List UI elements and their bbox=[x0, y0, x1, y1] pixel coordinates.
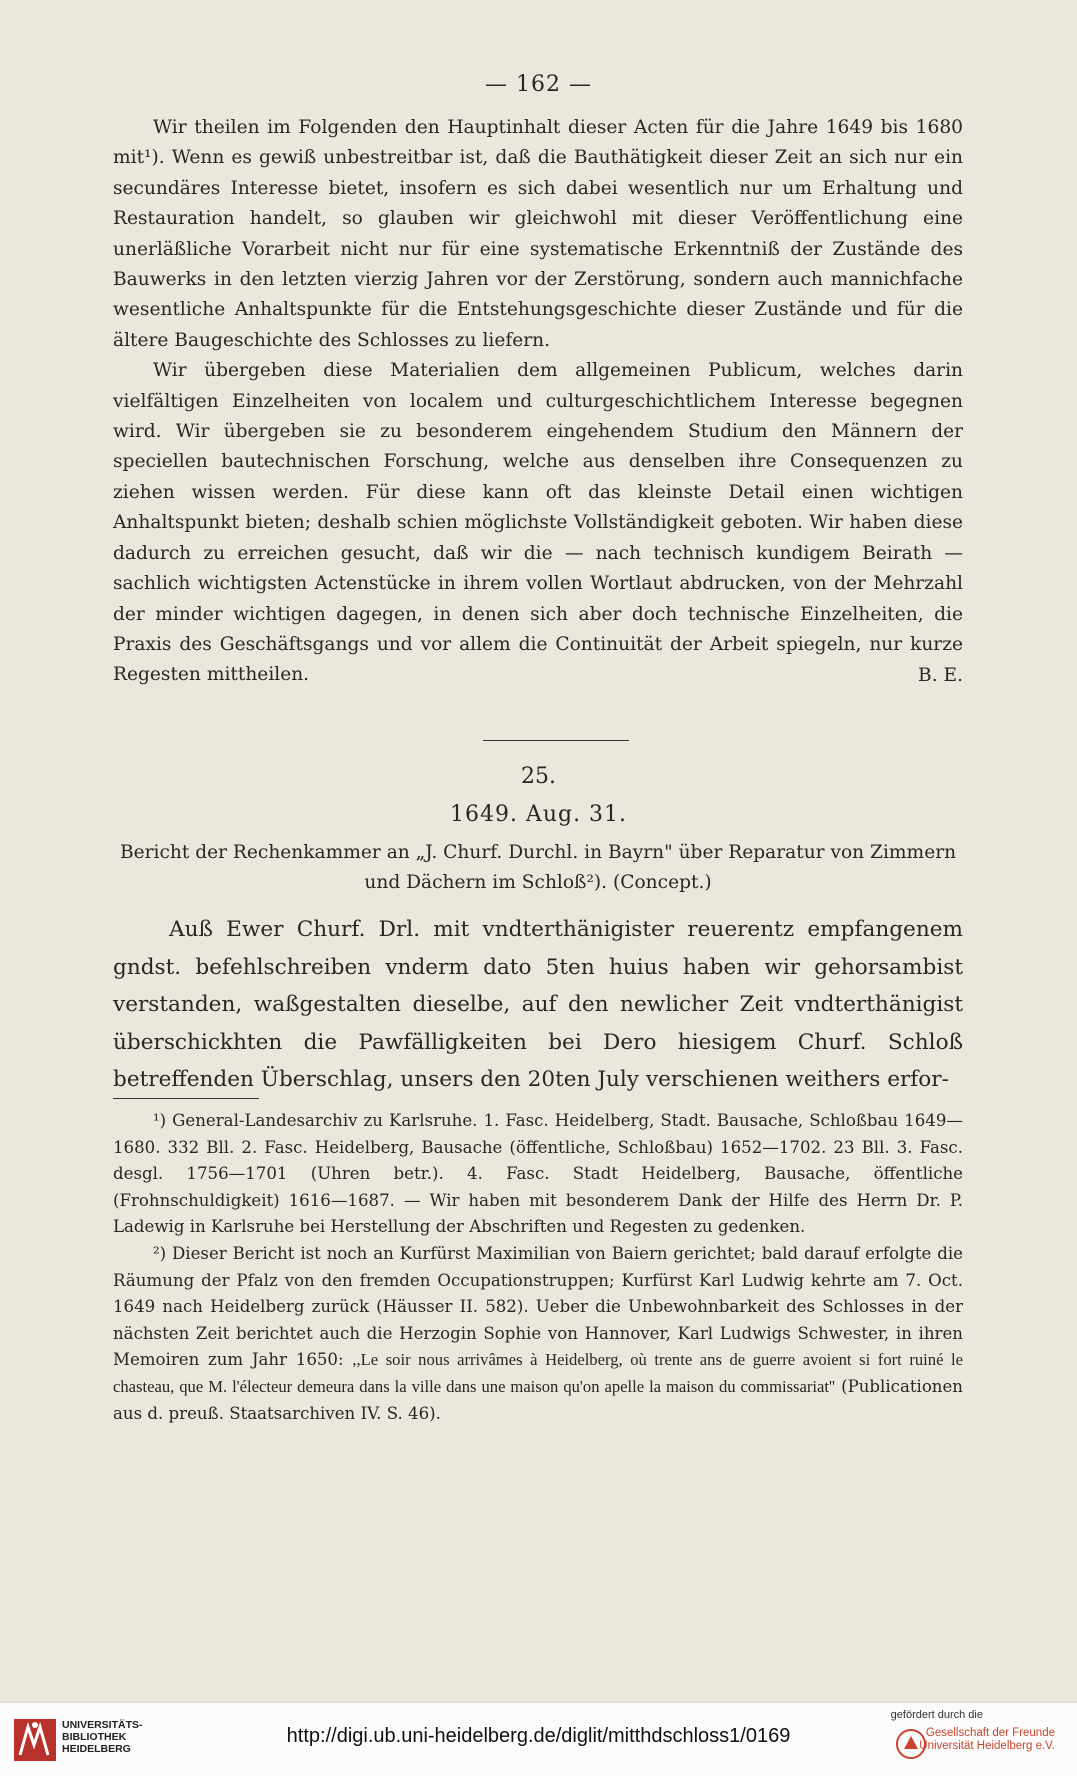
author-signature: B. E. bbox=[918, 664, 963, 686]
quote-paragraph: Auß Ewer Churf. Drl. mit vndterthänigister reuerentz empfangenem gndst. befehlschreiben vnderm dato 5ten huius haben wir gehorsambist verstanden, waßgestalten dieselbe, auf den newlicher Zeit vndterthänigist überschickhten die Pawfälligkeiten bei Dero hiesigem Churf. Schloß betreffenden Überschlag, unsers den 20ten July verschienen weithers erfor- bbox=[113, 917, 963, 1092]
library-name-line-2: BIBLIOTHEK bbox=[62, 1731, 127, 1743]
source-quote bbox=[113, 911, 963, 1099]
footnote-2-citation: (Publicationen aus d. preuß. Staatsarchiven IV. S. 46). bbox=[113, 1376, 963, 1423]
footnote-2-german: ²) Dieser Bericht ist noch an Kurfürst Maximilian von Baiern gerichtet; bald darauf erfolgte die Räumung der Pfalz von den fremden Occupationstruppen; Kurfürst Karl Ludwig kehrte am 7. Oct. 1649 nach Heidelberg zurück (Häusser II. 582). Ueber die Unbewohnbarkeit des Schlosses in der nächsten Zeit berichtet auch die Herzogin Sophie von Hannover, Karl Ludwigs Schwester, in ihren Memoiren zum Jahr 1650: bbox=[113, 1243, 963, 1370]
intro-paragraph-1: Wir theilen im Folgenden den Hauptinhalt dieser Acten für die Jahre 1649 bis 1680 mit¹). Wenn es gewiß unbestreitbar ist, daß die Bauthätigkeit dieser Zeit an sich nur ein secundäres Interesse bietet, insofern es sich dabei wesentlich nur um Erhaltung und Restauration handelt, so glauben wir gleichwohl mit dieser Veröffentlichung eine unerläßliche Vorarbeit nicht nur für eine systematische Erkenntniß der Zustände des Bauwerks in den letzten vierzig Jahren vor der Zerstörung, sondern auch mannichfache wesentliche Anhaltspunkte für die Entstehungsgeschichte dieser Zustände und für die ältere Baugeschichte des Schlosses zu liefern. bbox=[113, 117, 963, 351]
footnotes bbox=[113, 1108, 963, 1427]
footnote-2 bbox=[113, 1241, 963, 1427]
library-name-line-1: UNIVERSITÄTS- bbox=[62, 1719, 143, 1731]
library-name-line-3: HEIDELBERG bbox=[62, 1743, 131, 1755]
digitization-footer bbox=[0, 1702, 1077, 1776]
document-date: 1649. Aug. 31. bbox=[449, 802, 628, 827]
footnote-2-french-quote: ,,Le soir nous arrivâmes à Heidelberg, où trente ans de guerre avoient si fort ruiné le chasteau, que M. l'électeur demeura dans la ville dans une maison qu'on apelle la maison du commissariat'' bbox=[113, 1350, 963, 1396]
intro-paragraph-2: Wir übergeben diese Materialien dem allgemeinen Publicum, welches darin vielfältigen Einzelheiten von localem und culturgeschichtlichem Interesse begegnen wird. Wir übergeben sie zu besonderem eingehendem Studium den Männern der speciellen bautechnischen Forschung, welche aus denselben ihre Consequenzen zu ziehen wissen werden. Für diese kann oft das kleinste Detail einen wichtigen Anhaltspunkt bieten; deshalb schien möglichste Vollständigkeit geboten. Wir haben diese dadurch zu erreichen gesucht, daß wir die — nach technisch kundigem Beirath — sachlich wichtigsten Actenstücke in ihrem vollen Wortlaut abdrucken, von der Mehrzahl der minder wichtigen dagegen, in denen sich aber doch technische Einzelheiten, die Praxis des Geschäftsgangs und vor allem die Continuität der Arbeit spiegeln, nur kurze Regesten mittheilen. bbox=[113, 360, 963, 686]
footnote-divider bbox=[113, 1098, 259, 1099]
document-title: Bericht der Rechenkammer an „J. Churf. Durchl. in Bayrn" über Reparatur von Zimmern und Dächern im Schloß²). (Concept.) bbox=[119, 842, 957, 893]
sponsor-label: gefördert durch die bbox=[890, 1709, 983, 1721]
intro-text bbox=[113, 113, 963, 691]
page-number: — 162 — bbox=[485, 72, 592, 97]
section-divider bbox=[483, 740, 629, 741]
sponsor-name-line-1: Gesellschaft der Freunde bbox=[925, 1727, 1055, 1739]
permalink-url[interactable]: http://digi.ub.uni-heidelberg.de/diglit/mitthdschloss1/0169 bbox=[286, 1725, 791, 1747]
footnote-1: ¹) General-Landesarchiv zu Karlsruhe. 1. Fasc. Heidelberg, Stadt. Bausache, Schloßbau 1649—1680. 332 Bll. 2. Fasc. Heidelberg, Bausache (öffentliche, Schloßbau) 1652—1702. 23 Bll. 3. Fasc. desgl. 1756—1701 (Uhren betr.). 4. Fasc. Stadt Heidelberg, Bausache, öffentliche (Frohnschuldigkeit) 1616—1687. — Wir haben mit besonderem Dank der Hilfe des Herrn Dr. P. Ladewig in Karlsruhe bei Herstellung der Abschriften und Regesten zu gedenken. bbox=[113, 1111, 963, 1237]
document-number: 25. bbox=[521, 764, 556, 789]
sponsor-name-line-2: Universität Heidelberg e.V. bbox=[919, 1740, 1055, 1752]
sponsor-name bbox=[919, 1727, 1055, 1753]
